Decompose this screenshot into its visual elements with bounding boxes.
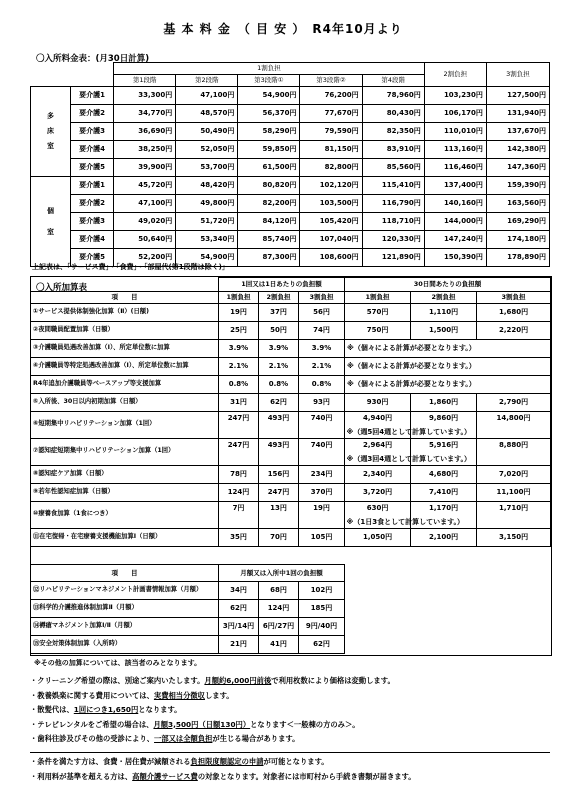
other-addition-note: ※その他の加算については、該当者のみとなります。 bbox=[34, 659, 202, 667]
fee-cell: 48,570円 bbox=[176, 105, 238, 123]
addition-value: 0.8% bbox=[299, 375, 345, 393]
fee-cell: 169,290円 bbox=[486, 213, 549, 231]
table-row bbox=[31, 105, 550, 123]
addition-value: 6円/27円 bbox=[259, 618, 299, 636]
addition-value: 56円 bbox=[299, 303, 345, 321]
care-level: 要介護4 bbox=[71, 231, 114, 249]
note-item bbox=[30, 691, 550, 706]
addition-value: 740円 bbox=[299, 411, 345, 438]
addition-value: 93円 bbox=[299, 393, 345, 411]
addition-value: 19円 bbox=[219, 303, 259, 321]
addition-value: 1,050円 bbox=[345, 528, 411, 546]
addition-value: 124円 bbox=[259, 600, 299, 618]
note-item bbox=[30, 676, 550, 691]
fee-cell: 83,910円 bbox=[362, 141, 424, 159]
fee-cell: 142,380円 bbox=[486, 141, 549, 159]
addition-value: 3,150円 bbox=[477, 528, 551, 546]
addition-value: 0.8% bbox=[259, 375, 299, 393]
fee-cell: 80,430円 bbox=[362, 105, 424, 123]
header-burden-sub: 3割負担 bbox=[299, 291, 345, 303]
header-burden-2: 2割負担 bbox=[424, 63, 486, 87]
addition-value: 2.1% bbox=[259, 357, 299, 375]
care-level: 要介護3 bbox=[71, 123, 114, 141]
fee-cell: 131,940円 bbox=[486, 105, 549, 123]
fee-cell: 34,770円 bbox=[114, 105, 176, 123]
fee-cell: 53,700円 bbox=[176, 159, 238, 177]
addition-item: ①サービス提供体制強化加算（Ⅱ）(日額) bbox=[31, 303, 219, 321]
notes-list-2 bbox=[30, 757, 550, 786]
table-row bbox=[31, 483, 551, 501]
addition-value: 2,964円 bbox=[345, 438, 411, 465]
addition-note: ※（個々による計算が必要となります。） bbox=[345, 339, 551, 357]
table-row bbox=[31, 393, 551, 411]
fee-cell: 87,300円 bbox=[238, 249, 300, 267]
addition-value: 740円 bbox=[299, 438, 345, 465]
care-level: 要介護2 bbox=[71, 195, 114, 213]
note-text: ・教養娯楽に関する費用については、 bbox=[30, 690, 154, 700]
fee-cell: 51,720円 bbox=[176, 213, 238, 231]
header-monthly-once: 月額又は入所中1回の負担額 bbox=[219, 565, 345, 582]
fee-cell: 52,200円 bbox=[114, 249, 176, 267]
addition-value: 50円 bbox=[259, 321, 299, 339]
note-item bbox=[30, 734, 550, 749]
header-stage-3: 第3段階① bbox=[238, 75, 300, 87]
table-row bbox=[31, 501, 551, 528]
header-item: 項 目 bbox=[31, 291, 219, 303]
addition-value: 2,790円 bbox=[477, 393, 551, 411]
fee-cell: 150,390円 bbox=[424, 249, 486, 267]
addition-item: R4年追加介護職員等ベースアップ等支援加算 bbox=[31, 375, 219, 393]
note-text: となります。 bbox=[138, 705, 182, 714]
addition-table bbox=[30, 277, 551, 547]
addition-value: 930円 bbox=[345, 393, 411, 411]
table-row bbox=[31, 411, 551, 438]
fee-cell: 48,420円 bbox=[176, 177, 238, 195]
addition-item: ⑨若年性認知症加算（日額） bbox=[31, 483, 219, 501]
addition-note: ※（個々による計算が必要となります。） bbox=[345, 357, 551, 375]
fee-cell: 38,250円 bbox=[114, 141, 176, 159]
notes-divider bbox=[30, 752, 550, 753]
addition-value: 2.1% bbox=[219, 357, 259, 375]
note-item bbox=[30, 757, 550, 772]
addition-item: ⑥短期集中リハビリテーション加算（1回） bbox=[31, 411, 219, 438]
fee-cell: 105,420円 bbox=[300, 213, 362, 231]
care-level: 要介護1 bbox=[71, 177, 114, 195]
addition-value: 11,100円 bbox=[477, 483, 551, 501]
header-burden-sub: 2割負担 bbox=[411, 291, 477, 303]
notes-list bbox=[30, 676, 550, 749]
fee-cell: 39,900円 bbox=[114, 159, 176, 177]
note-item bbox=[30, 705, 550, 720]
addition-value: 34円 bbox=[219, 582, 259, 600]
addition-value: 1,170円 bbox=[411, 501, 477, 528]
room-type-label bbox=[31, 87, 71, 177]
addition-value: 4,940円 bbox=[345, 411, 411, 438]
fee-cell: 58,290円 bbox=[238, 123, 300, 141]
room-type-char: 室 bbox=[47, 142, 55, 150]
fee-cell: 159,390円 bbox=[486, 177, 549, 195]
fee-cell: 78,960円 bbox=[362, 87, 424, 105]
note-highlight: 1回につき1,650円 bbox=[73, 705, 139, 714]
note-highlight: 月額3,500円（日額130円） bbox=[153, 719, 251, 729]
addition-value: 1,680円 bbox=[477, 303, 551, 321]
note-text: ・テレビレンタルをご希望の場合は、 bbox=[30, 719, 154, 729]
addition-value: 247円 bbox=[219, 411, 259, 438]
fee-cell: 59,850円 bbox=[238, 141, 300, 159]
note-text: します。 bbox=[204, 690, 234, 700]
addition-value: 41円 bbox=[259, 636, 299, 654]
addition-value: 78円 bbox=[219, 465, 259, 483]
addition-value: 2,220円 bbox=[477, 321, 551, 339]
addition-value: 8,880円 bbox=[477, 438, 551, 465]
fee-cell: 82,200円 bbox=[238, 195, 300, 213]
addition-value: 3.9% bbox=[299, 339, 345, 357]
fee-cell: 84,120円 bbox=[238, 213, 300, 231]
addition-value: 105円 bbox=[299, 528, 345, 546]
addition-item: ⑬科学的介護推進体制加算Ⅱ（月額） bbox=[31, 600, 219, 618]
table-row bbox=[31, 357, 551, 375]
addition-value: 0.8% bbox=[219, 375, 259, 393]
fee-cell: 61,500円 bbox=[238, 159, 300, 177]
addition-value: 21円 bbox=[219, 636, 259, 654]
table-row bbox=[31, 159, 550, 177]
addition-value: 3,720円 bbox=[345, 483, 411, 501]
addition-value: 1,860円 bbox=[411, 393, 477, 411]
table-row bbox=[31, 87, 550, 105]
table-row bbox=[31, 465, 551, 483]
addition-value: 25円 bbox=[219, 321, 259, 339]
addition-item: ⑦認知症短期集中リハビリテーション加算（1回） bbox=[31, 438, 219, 465]
addition-value: 62円 bbox=[299, 636, 345, 654]
room-type-char: 室 bbox=[47, 227, 55, 236]
fee-cell: 54,900円 bbox=[238, 87, 300, 105]
addition-value: 2,340円 bbox=[345, 465, 411, 483]
fee-cell: 53,340円 bbox=[176, 231, 238, 249]
addition-value: 9,860円 bbox=[411, 411, 477, 438]
table-row bbox=[31, 618, 551, 636]
addition-value: 31円 bbox=[219, 393, 259, 411]
fee-cell: 79,590円 bbox=[300, 123, 362, 141]
addition-value: 9円/40円 bbox=[299, 618, 345, 636]
header-burden-sub: 1割負担 bbox=[219, 291, 259, 303]
fee-cell: 107,040円 bbox=[300, 231, 362, 249]
table-row bbox=[31, 528, 551, 546]
fee-cell: 103,500円 bbox=[300, 195, 362, 213]
table-row bbox=[31, 321, 551, 339]
fee-cell: 85,740円 bbox=[238, 231, 300, 249]
addition-item: ④介護職員等特定処遇改善加算（Ⅰ）、所定単位数に加算 bbox=[31, 357, 219, 375]
fee-cell: 110,010円 bbox=[424, 123, 486, 141]
addition-value: 247円 bbox=[259, 483, 299, 501]
room-type-char: 床 bbox=[47, 127, 55, 135]
fee-cell: 50,640円 bbox=[114, 231, 176, 249]
note-text: ・クリーニング希望の際は、別途ご案内いたします。 bbox=[30, 676, 205, 685]
care-level: 要介護3 bbox=[71, 213, 114, 231]
addition-value: 13円 bbox=[259, 501, 299, 528]
addition-value: 74円 bbox=[299, 321, 345, 339]
addition-value: 2.1% bbox=[299, 357, 345, 375]
addition-value: 62円 bbox=[219, 600, 259, 618]
table-row bbox=[31, 195, 550, 213]
header-per-time: 1回又は1日あたりの負担額 bbox=[219, 278, 345, 292]
addition-value: 35円 bbox=[219, 528, 259, 546]
page-title: 基 本 料 金 （ 目 安 ） R4年10月より bbox=[163, 22, 403, 36]
addition-item: ②夜間職員配置加算（日額） bbox=[31, 321, 219, 339]
fee-cell: 33,300円 bbox=[114, 87, 176, 105]
addition-value: 19円 bbox=[299, 501, 345, 528]
note-text: ・条件を満たす方は、食費・居住費が減額される bbox=[30, 757, 191, 766]
addition-value: 7,410円 bbox=[411, 483, 477, 501]
addition-value: 124円 bbox=[219, 483, 259, 501]
header-stage-2: 第2段階 bbox=[176, 75, 238, 87]
addition-item: ⑤入所後、30日以内初期加算（日額） bbox=[31, 393, 219, 411]
fee-cell: 174,180円 bbox=[486, 231, 549, 249]
table-row bbox=[31, 600, 551, 618]
note-text: の対象となります。対象者には市町村から手続き書類が届きます。 bbox=[197, 771, 416, 781]
fee-cell: 116,460円 bbox=[424, 159, 486, 177]
note-text: ・散髪代は、 bbox=[30, 705, 74, 714]
addition-item: ⑭褥瘡マネジメント加算Ⅰ/Ⅱ（月額） bbox=[31, 618, 219, 636]
addition-value: 630円 bbox=[345, 501, 411, 528]
table-row bbox=[31, 123, 550, 141]
addition-item: ⑧認知症ケア加算（日額） bbox=[31, 465, 219, 483]
fee-cell: 147,360円 bbox=[486, 159, 549, 177]
fee-cell: 77,670円 bbox=[300, 105, 362, 123]
addition-value: 493円 bbox=[259, 411, 299, 438]
care-level: 要介護1 bbox=[71, 87, 114, 105]
fee-cell: 120,330円 bbox=[362, 231, 424, 249]
monthly-addition-table bbox=[30, 564, 551, 654]
note-highlight: 負担限度額認定の申請 bbox=[190, 757, 264, 766]
addition-note: ※（週3回4週として計算しています。） bbox=[346, 455, 472, 463]
table-row bbox=[31, 582, 551, 600]
addition-value: 70円 bbox=[259, 528, 299, 546]
addition-note: ※（週5回4週として計算しています。） bbox=[346, 428, 472, 436]
fee-cell: 137,670円 bbox=[486, 123, 549, 141]
fee-cell: 52,050円 bbox=[176, 141, 238, 159]
addition-value: 185円 bbox=[299, 600, 345, 618]
fee-cell: 178,890円 bbox=[486, 249, 549, 267]
fee-cell: 102,120円 bbox=[300, 177, 362, 195]
addition-value: 570円 bbox=[345, 303, 411, 321]
addition-value: 750円 bbox=[345, 321, 411, 339]
note-highlight: 一部又は全額負担 bbox=[154, 734, 213, 743]
table-row bbox=[31, 438, 551, 465]
header-stage-1: 第1段階 bbox=[114, 75, 176, 87]
addition-note: ※（個々による計算が必要となります。） bbox=[345, 375, 551, 393]
note-text: ・歯科往診及びその他の受診により、 bbox=[30, 734, 155, 743]
header-stage-4: 第3段階② bbox=[300, 75, 362, 87]
table-row bbox=[31, 231, 550, 249]
fee-cell: 108,600円 bbox=[300, 249, 362, 267]
header-monthly: 30日間あたりの負担額 bbox=[345, 278, 551, 292]
addition-value: 2,100円 bbox=[411, 528, 477, 546]
fee-cell: 121,890円 bbox=[362, 249, 424, 267]
fee-cell: 76,200円 bbox=[300, 87, 362, 105]
note-text: で利用枚数により価格は変動します。 bbox=[271, 676, 395, 685]
table-row bbox=[31, 177, 550, 195]
addition-value: 1,110円 bbox=[411, 303, 477, 321]
note-item bbox=[30, 772, 550, 787]
fee-cell: 82,800円 bbox=[300, 159, 362, 177]
addition-item: ⑫リハビリテーションマネジメント計画書情報加算（月額） bbox=[31, 582, 219, 600]
table-row bbox=[31, 303, 551, 321]
addition-value: 5,916円 bbox=[411, 438, 477, 465]
fee-cell: 50,490円 bbox=[176, 123, 238, 141]
table-row bbox=[31, 375, 551, 393]
addition-value: 14,800円 bbox=[477, 411, 551, 438]
fee-table-note: 上記表は、「サービス費」・「食費」・「部屋代(第1段階は除く)」 bbox=[32, 263, 229, 271]
care-level: 要介護5 bbox=[71, 249, 114, 267]
fee-cell: 54,900円 bbox=[176, 249, 238, 267]
fee-cell: 56,370円 bbox=[238, 105, 300, 123]
room-type-char: 個 bbox=[47, 206, 55, 215]
fee-cell: 103,230円 bbox=[424, 87, 486, 105]
header-item-2: 項 目 bbox=[31, 565, 219, 582]
fee-cell: 144,000円 bbox=[424, 213, 486, 231]
note-text: が生じる場合があります。 bbox=[212, 734, 300, 743]
table-row bbox=[31, 141, 550, 159]
table-row bbox=[31, 339, 551, 357]
care-level: 要介護4 bbox=[71, 141, 114, 159]
note-text: が可能となります。 bbox=[263, 757, 329, 766]
addition-value: 234円 bbox=[299, 465, 345, 483]
fee-cell: 49,020円 bbox=[114, 213, 176, 231]
addition-value: 37円 bbox=[259, 303, 299, 321]
note-item bbox=[30, 720, 550, 735]
note-text: となります＜一般棟の方のみ＞。 bbox=[250, 719, 360, 729]
header-stage-5: 第4段階 bbox=[362, 75, 424, 87]
table-row bbox=[31, 213, 550, 231]
addition-value: 156円 bbox=[259, 465, 299, 483]
header-burden-sub: 1割負担 bbox=[345, 291, 411, 303]
addition-value: 493円 bbox=[259, 438, 299, 465]
header-burden-1: 1割負担 bbox=[114, 63, 425, 75]
addition-item: ⑩療養食加算（1食につき） bbox=[31, 501, 219, 528]
addition-value: 3円/14円 bbox=[219, 618, 259, 636]
addition-value: 7円 bbox=[219, 501, 259, 528]
header-burden-sub: 3割負担 bbox=[477, 291, 551, 303]
addition-value: 7,020円 bbox=[477, 465, 551, 483]
fee-cell: 47,100円 bbox=[176, 87, 238, 105]
addition-value: 370円 bbox=[299, 483, 345, 501]
table-row bbox=[31, 636, 551, 654]
addition-value: 62円 bbox=[259, 393, 299, 411]
room-type-label bbox=[31, 177, 71, 267]
addition-item: ⑪在宅復帰・在宅療養支援機能加算Ⅰ（日額） bbox=[31, 528, 219, 546]
room-type-char: 多 bbox=[47, 112, 55, 120]
fee-cell: 80,820円 bbox=[238, 177, 300, 195]
addition-item: ⑮安全対策体制加算（入所時） bbox=[31, 636, 219, 654]
addition-item: ③介護職員処遇改善加算（Ⅰ）、所定単位数に加算 bbox=[31, 339, 219, 357]
note-text: ・利用料が基準を超える方は、 bbox=[30, 771, 133, 781]
addition-value: 247円 bbox=[219, 438, 259, 465]
fee-cell: 45,720円 bbox=[114, 177, 176, 195]
fee-cell: 115,410円 bbox=[362, 177, 424, 195]
header-burden-sub: 2割負担 bbox=[259, 291, 299, 303]
addition-value: 3.9% bbox=[259, 339, 299, 357]
fee-cell: 85,560円 bbox=[362, 159, 424, 177]
fee-cell: 116,790円 bbox=[362, 195, 424, 213]
fee-cell: 127,500円 bbox=[486, 87, 549, 105]
addition-value: 68円 bbox=[259, 582, 299, 600]
addition-value: 3.9% bbox=[219, 339, 259, 357]
fee-table bbox=[30, 62, 550, 267]
note-highlight: 実費相当分徴収 bbox=[153, 690, 205, 700]
fee-cell: 147,240円 bbox=[424, 231, 486, 249]
fee-cell: 140,160円 bbox=[424, 195, 486, 213]
fee-cell: 47,100円 bbox=[114, 195, 176, 213]
fee-cell: 118,710円 bbox=[362, 213, 424, 231]
addition-value: 1,500円 bbox=[411, 321, 477, 339]
addition-value: 102円 bbox=[299, 582, 345, 600]
header-burden-3: 3割負担 bbox=[486, 63, 549, 87]
addition-value: 4,680円 bbox=[411, 465, 477, 483]
note-highlight: 高額介護サービス費 bbox=[132, 771, 198, 781]
fee-cell: 163,560円 bbox=[486, 195, 549, 213]
care-level: 要介護5 bbox=[71, 159, 114, 177]
addition-value: 1,710円 bbox=[477, 501, 551, 528]
fee-cell: 137,400円 bbox=[424, 177, 486, 195]
fee-cell: 81,150円 bbox=[300, 141, 362, 159]
fee-cell: 49,800円 bbox=[176, 195, 238, 213]
section-title-fee-table: 〇入所料金表：(月30日計算) bbox=[36, 54, 150, 64]
section-title-addition: 〇入所加算表 bbox=[36, 283, 88, 293]
fee-cell: 82,350円 bbox=[362, 123, 424, 141]
fee-cell: 106,170円 bbox=[424, 105, 486, 123]
addition-note: ※（1日3食として計算しています。） bbox=[346, 518, 465, 526]
fee-cell: 113,160円 bbox=[424, 141, 486, 159]
fee-cell: 36,690円 bbox=[114, 123, 176, 141]
care-level: 要介護2 bbox=[71, 105, 114, 123]
note-highlight: 月額約6,000円前後 bbox=[204, 676, 272, 685]
